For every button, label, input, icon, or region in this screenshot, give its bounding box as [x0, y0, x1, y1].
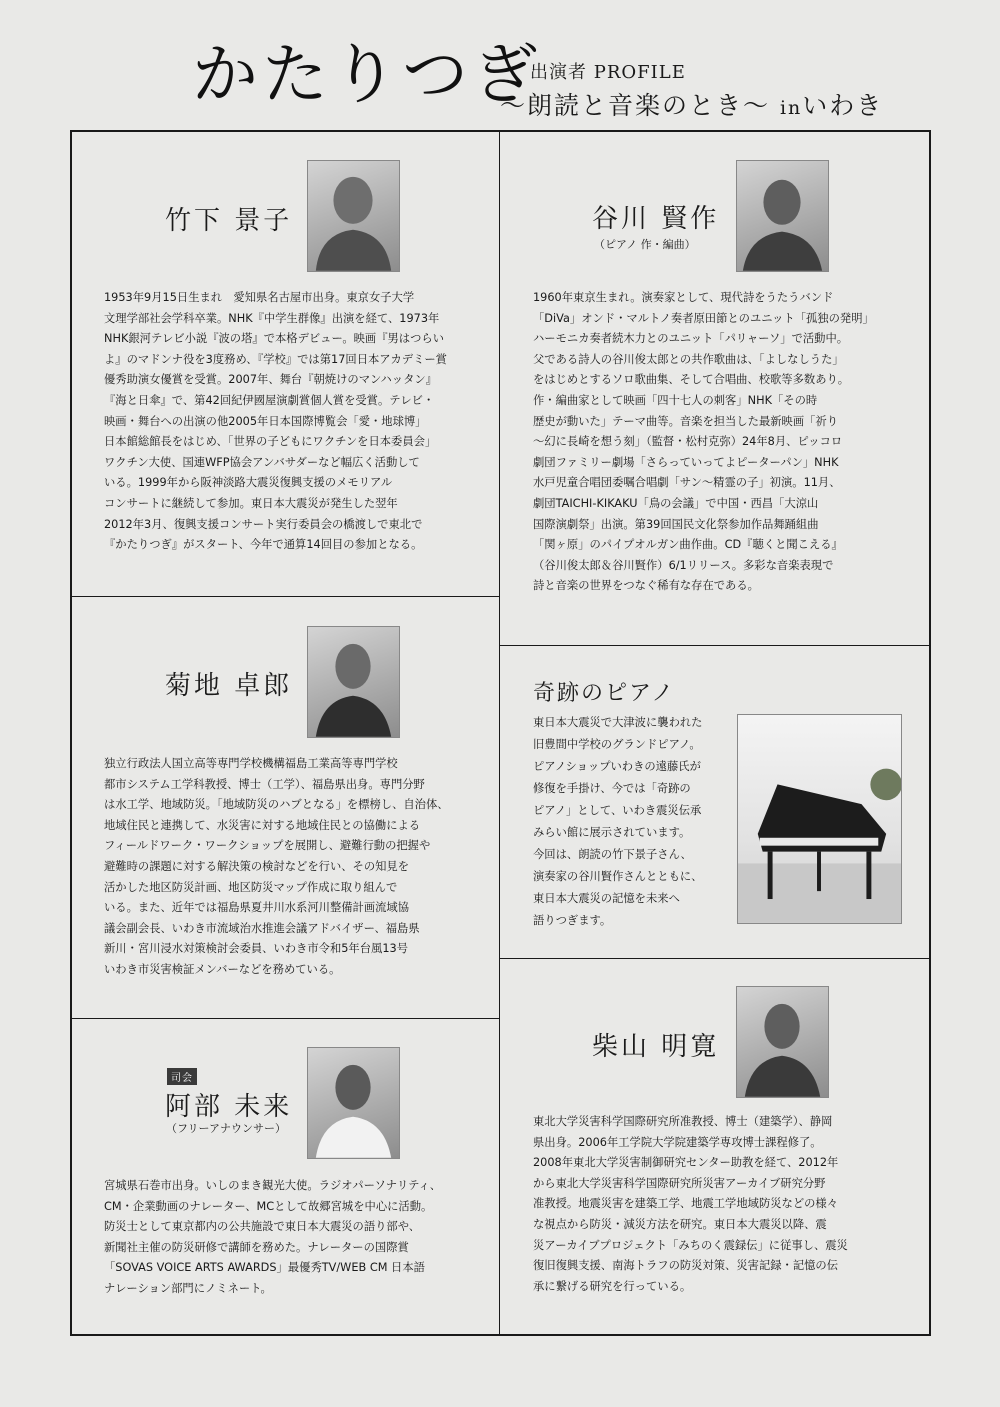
bio-line: 劇団TAICHI-KIKAKU「鳥の会議」で中国・西昌「大涼山 [533, 496, 819, 510]
bio-line: 優秀助演女優賞を受賞。2007年、舞台『朝焼けのマンハッタン』 [104, 373, 437, 387]
bio-line: 承に繋げる研究を行っている。 [533, 1279, 692, 1293]
bio-line: ピアノショップいわきの遠藤氏が [533, 760, 701, 773]
subtitle-top: 出演者 PROFILE [530, 62, 686, 83]
bio-line: 東日本大震災で大津波に襲われた [533, 716, 703, 729]
bio-line: 旧豊間中学校のグランドピアノ。 [533, 738, 701, 751]
bio-takeshita [104, 288, 447, 556]
bio-line: 詩と音楽の世界をつなぐ稀有な存在である。 [533, 579, 759, 593]
column-divider [499, 130, 500, 1336]
portrait-photo-tanikawa [736, 160, 829, 272]
row-divider-right-2 [499, 958, 931, 959]
bio-line: 歴史が動いた」テーマ曲等。音楽を担当した最新映画「祈り [533, 414, 839, 428]
profile-name-shibayama: 柴山 明寛 [592, 1032, 720, 1062]
bio-line: （谷川俊太郎＆谷川賢作）6/1リリース。多彩な音楽表現で [533, 558, 834, 572]
profile-name-takeshita: 竹下 景子 [165, 206, 293, 236]
bio-line: 作・編曲家として映画「四十七人の刺客」NHK「その時 [533, 393, 818, 407]
piano-description [533, 712, 702, 932]
bio-line: 独立行政法人国立高等専門学校機構福島工業高等専門学校 [104, 757, 398, 770]
bio-line: 2012年3月、復興支援コンサート実行委員会の橋渡しで東北で [104, 517, 423, 531]
bio-line: 『海と日傘』で、第42回紀伊國屋演劇賞個人賞を受賞。テレビ・ [104, 393, 435, 407]
profile-role-tanikawa: （ピアノ 作・編曲） [594, 238, 696, 251]
mc-badge: 司会 [167, 1068, 197, 1085]
header [0, 0, 1000, 130]
bio-kikuchi [104, 754, 449, 981]
bio-line: 避難時の課題に対する解決策の検討などを行い、その知見を [104, 859, 410, 873]
bio-line: 議会副会長、いわき市流域治水推進会議アドバイザー、福島県 [104, 921, 420, 935]
subtitle-main [500, 86, 883, 122]
bio-line: 修復を手掛け、今では「奇跡の [533, 782, 691, 795]
bio-line: フィールドワーク・ワークショップを展開し、避難行動の把握や [104, 839, 431, 853]
bio-line: 復旧復興支援、南海トラフの防災対策、災害記録・記憶の伝 [533, 1259, 839, 1273]
bio-line: 東北大学災害科学国際研究所准教授、博士（建築学）、静岡 [533, 1115, 833, 1128]
bio-line: 新聞社主催の防災研修で講師を務めた。ナレーターの国際賞 [104, 1240, 409, 1254]
bio-line: ワクチン大使、国連WFP協会アンバサダーなど幅広く活動して [104, 455, 420, 469]
bio-line: 東日本大震災の記憶を未来へ [533, 892, 680, 905]
profile-role-abe: （フリーアナウンサー） [166, 1122, 287, 1135]
person-silhouette-icon [737, 987, 828, 1097]
portrait-photo-shibayama [736, 986, 829, 1098]
piano-photo [737, 714, 902, 924]
person-silhouette-icon [737, 161, 828, 271]
subtitle-place: いわき [802, 91, 884, 120]
bio-abe [104, 1176, 441, 1300]
subtitle-main-text: ～朗読と音楽のとき～ [500, 91, 771, 120]
bio-line: 1953年9月15日生まれ 愛知県名古屋市出身。東京女子大学 [104, 291, 415, 304]
bio-line: いわき市災害検証メンバーなどを務めている。 [104, 962, 341, 976]
subtitle-in: in [779, 97, 803, 119]
bio-line: 県出身。2006年工学院大学院建築学専攻博士課程修了。 [533, 1135, 822, 1149]
profile-name-kikuchi: 菊地 卓郎 [165, 671, 293, 701]
bio-line: よ』のマドンナ役を3度務め、『学校』では第17回日本アカデミー賞 [104, 352, 447, 366]
person-silhouette-icon [308, 627, 399, 737]
bio-line: ハーモニカ奏者続木力とのユニット「パリャーソ」で活動中。 [533, 332, 849, 346]
bio-line: 地域住民と連携して、水災害に対する地域住民との協働による [104, 818, 421, 832]
bio-line: 「SOVAS VOICE ARTS AWARDS」最優秀TV/WEB CM 日本語 [104, 1261, 425, 1275]
bio-line: ピアノ」として、いわき震災伝承 [533, 804, 702, 817]
bio-tanikawa [533, 288, 874, 597]
bio-line: 「DiVa」オンド・マルトノ奏者原田節とのユニット「孤独の発明」 [533, 311, 874, 325]
person-silhouette-icon [308, 161, 399, 271]
bio-line: 水戸児童合唱団委嘱合唱劇「サン～精霊の子」初演。11月、 [533, 476, 841, 490]
bio-line: 2008年東北大学災害制御研究センター助教を経て、2012年 [533, 1156, 839, 1170]
bio-line: 演奏家の谷川賢作さんとともに、 [533, 870, 703, 883]
profile-name-tanikawa: 谷川 賢作 [592, 204, 720, 234]
bio-line: 宮城県石巻市出身。いしのまき観光大使。ラジオパーソナリティ、 [104, 1179, 442, 1192]
bio-line: 活かした地区防災計画、地区防災マップ作成に取り組んで [104, 880, 398, 894]
person-silhouette-icon [308, 1048, 399, 1158]
bio-shibayama [533, 1112, 848, 1297]
bio-line: 「関ヶ原」のパイプオルガン曲作曲。CD『聴くと聞こえる』 [533, 538, 843, 552]
bio-line: 劇団ファミリー劇場「さらっていってよピーターパン」NHK [533, 455, 839, 469]
bio-line: 新川・宮川浸水対策検討会委員、いわき市令和5年台風13号 [104, 942, 408, 956]
bio-line: 父である詩人の谷川俊太郎との共作歌曲は、「よしなしうた」 [533, 352, 844, 366]
bio-line: 語りつぎます。 [533, 914, 612, 927]
grand-piano-icon [738, 715, 901, 923]
row-divider-left-1 [70, 596, 500, 597]
bio-line: NHK銀河テレビ小説『波の塔』で本格デビュー。映画『男はつらい [104, 332, 444, 346]
brand-title: かたりつぎ [192, 36, 542, 113]
bio-line: をはじめとするソロ歌曲集、そして合唱曲、校歌等多数あり。 [533, 373, 850, 387]
bio-line: 日本館総館長をはじめ、「世界の子どもにワクチンを日本委員会」 [104, 435, 437, 449]
portrait-photo-abe [307, 1047, 400, 1159]
row-divider-right-1 [499, 645, 931, 646]
bio-line: いる。また、近年では福島県夏井川水系河川整備計画流域協 [104, 901, 410, 915]
bio-line: から東北大学災害科学国際研究所災害アーカイブ研究分野 [533, 1176, 826, 1190]
bio-line: 防災士として東京都内の公共施設で東日本大震災の語り部や、 [104, 1220, 421, 1234]
piano-section-title: 奇跡のピアノ [533, 681, 676, 706]
profile-name-abe: 阿部 未来 [165, 1092, 293, 1122]
bio-line: ～幻に長崎を想う刻」（監督・松村克弥）24年8月、ピッコロ [533, 435, 843, 449]
bio-line: いる。1999年から阪神淡路大震災復興支援のメモリアル [104, 476, 393, 490]
bio-line: 准教授。地震災害を建築工学、地震工学地域防災などの様々 [533, 1197, 839, 1211]
bio-line: 国際演劇祭」出演。第39回国民文化祭参加作品舞踊組曲 [533, 517, 819, 531]
bio-line: 文理学部社会学科卒業。NHK『中学生群像』出演を経て、1973年 [104, 311, 440, 325]
bio-line: 災アーカイブプロジェクト「みちのく震録伝」に従事し、震災 [533, 1238, 848, 1252]
bio-line: ナレーション部門にノミネート。 [104, 1281, 272, 1295]
bio-line: 『かたりつぎ』がスタート、今年で通算14回目の参加となる。 [104, 538, 423, 552]
bio-line: は水工学、地域防災。「地域防災のハブとなる」を標榜し、自治体、 [104, 798, 449, 812]
bio-line: な視点から防災・減災方法を研究。東日本大震災以降、震 [533, 1217, 827, 1231]
bio-line: コンサートに継続して参加。東日本大震災が発生した翌年 [104, 496, 398, 510]
bio-line: CM・企業動画のナレーター、MCとして故郷宮城を中心に活動。 [104, 1199, 433, 1213]
portrait-photo-kikuchi [307, 626, 400, 738]
bio-line: みらい館に展示されています。 [533, 826, 691, 839]
bio-line: 今回は、朗読の竹下景子さん、 [533, 848, 692, 861]
portrait-photo-takeshita [307, 160, 400, 272]
row-divider-left-2 [70, 1018, 500, 1019]
bio-line: 都市システム工学科教授、博士（工学）、福島県出身。専門分野 [104, 777, 425, 791]
bio-line: 1960年東京生まれ。演奏家として、現代詩をうたうバンド [533, 291, 834, 304]
bio-line: 映画・舞台への出演の他2005年日本国際博覧会「愛・地球博」 [104, 414, 427, 428]
